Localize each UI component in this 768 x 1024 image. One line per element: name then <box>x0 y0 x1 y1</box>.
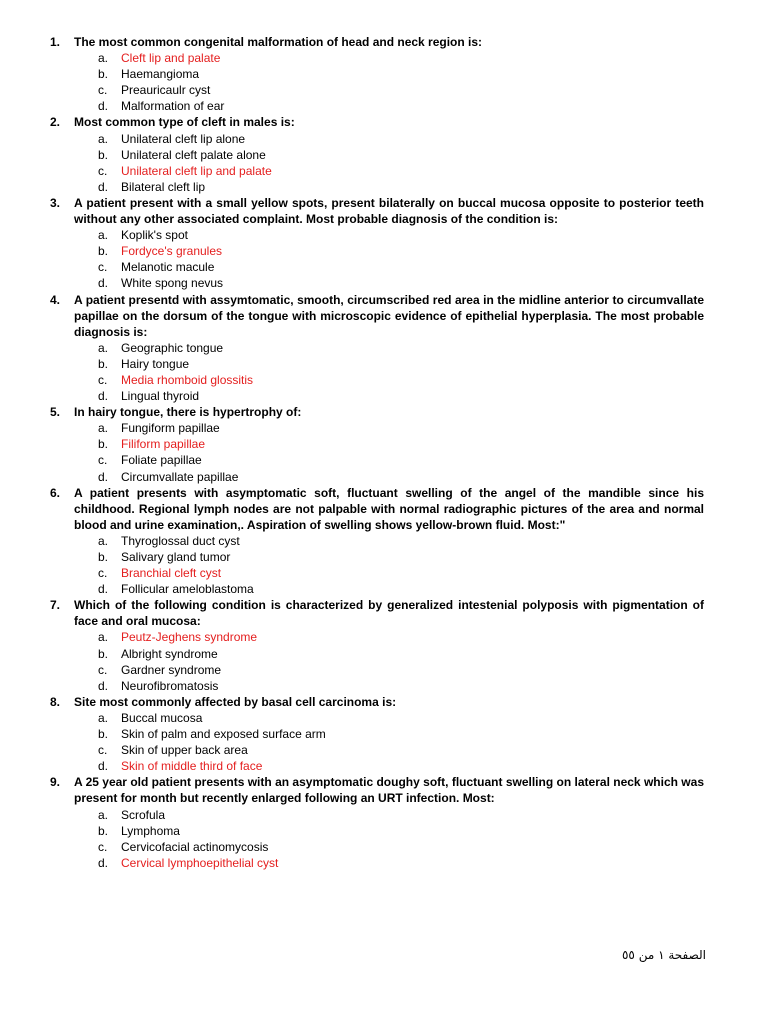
option-letter: b. <box>98 147 109 162</box>
option-letter: b. <box>98 244 109 259</box>
answer-option <box>0 581 768 597</box>
option-letter: d. <box>98 389 109 404</box>
option-letter: b. <box>98 823 109 838</box>
option-text: Skin of middle third of face <box>121 759 263 774</box>
option-text: Fordyce's granules <box>121 244 223 259</box>
question-number: 3. <box>50 195 61 210</box>
option-text: Buccal mucosa <box>121 710 203 725</box>
question-6 <box>0 485 768 598</box>
answer-options <box>0 340 768 404</box>
option-text: Albright syndrome <box>121 646 218 661</box>
option-letter: c. <box>98 260 108 275</box>
option-text: Unilateral cleft lip and palate <box>121 163 272 178</box>
question-text: A patient presents with asymptomatic soft, fluctuant swelling of the angel of the mandible since his childhood. Regional lymph nodes are not palpable with normal radiographic pictures of the area and normal blood and urine examination,. Aspiration of swelling shows yellow-brown fluid. Most:" <box>74 485 704 532</box>
option-letter: a. <box>98 340 109 355</box>
option-letter: d. <box>98 276 109 291</box>
question-text: The most common congenital malformation of head and neck region is: <box>74 35 483 49</box>
option-letter: d. <box>98 469 109 484</box>
option-text: Skin of upper back area <box>121 743 248 758</box>
option-text: Lymphoma <box>121 823 180 838</box>
answer-option-correct <box>0 855 768 871</box>
answer-option-correct <box>0 629 768 645</box>
option-letter: b. <box>98 437 109 452</box>
option-letter: b. <box>98 550 109 564</box>
answer-option <box>0 549 768 565</box>
option-text: Geographic tongue <box>121 340 224 355</box>
option-letter: c. <box>98 839 108 854</box>
question-number: 4. <box>50 292 61 307</box>
option-text: Circumvallate papillae <box>121 469 239 484</box>
option-letter: b. <box>98 646 109 661</box>
answer-options <box>0 533 768 597</box>
option-text: Follicular ameloblastoma <box>121 582 254 597</box>
option-text: Foliate papillae <box>121 453 202 468</box>
option-text: Scrofula <box>121 807 166 822</box>
answer-option-correct <box>0 243 768 259</box>
question-4 <box>0 292 768 405</box>
answer-option <box>0 340 768 356</box>
option-letter: c. <box>98 743 108 758</box>
question-7 <box>0 597 768 694</box>
question-text: Site most commonly affected by basal cell carcinoma is: <box>74 694 397 709</box>
question-number: 1. <box>50 35 61 49</box>
option-letter: d. <box>98 855 109 870</box>
option-letter: a. <box>98 51 109 66</box>
option-text: Unilateral cleft lip alone <box>121 131 246 146</box>
option-text: Thyroglossal duct cyst <box>121 533 240 548</box>
question-number: 2. <box>50 115 61 130</box>
option-text: Salivary gland tumor <box>121 550 231 564</box>
question-number: 6. <box>50 485 61 500</box>
option-text: Fungiform papillae <box>121 421 220 436</box>
answer-option <box>0 147 768 163</box>
answer-options <box>0 50 768 114</box>
answer-option <box>0 533 768 549</box>
option-letter: c. <box>98 566 108 581</box>
question-8 <box>0 694 768 774</box>
answer-option <box>0 742 768 758</box>
answer-option <box>0 469 768 485</box>
question-number: 5. <box>50 405 61 420</box>
question-number: 8. <box>50 694 61 709</box>
question-9 <box>0 774 768 871</box>
answer-option-correct <box>0 436 768 452</box>
answer-option <box>0 678 768 694</box>
option-text: Media rhomboid glossitis <box>121 372 254 387</box>
answer-option <box>0 66 768 82</box>
answer-option <box>0 726 768 742</box>
question-text: A patient presentd with assymtomatic, smooth, circumscribed red area in the midline anterior to circumvallate papillae on the dorsum of the tongue with microscopic evidence of epithelial hyperplasia. The most probable diagnosis is: <box>74 292 704 339</box>
question-list <box>0 34 768 871</box>
option-text: Malformation of ear <box>121 99 225 114</box>
answer-option <box>0 839 768 855</box>
answer-options <box>0 710 768 774</box>
answer-option-correct <box>0 758 768 774</box>
option-text: Skin of palm and exposed surface arm <box>121 727 326 742</box>
option-text: Filiform papillae <box>121 437 206 452</box>
option-text: Neurofibromatosis <box>121 678 219 693</box>
answer-option <box>0 388 768 404</box>
option-letter: c. <box>98 372 108 387</box>
answer-option-correct <box>0 372 768 388</box>
option-text: Branchial cleft cyst <box>121 566 222 581</box>
question-3 <box>0 195 768 292</box>
option-text: Cleft lip and palate <box>121 51 221 66</box>
option-text: Gardner syndrome <box>121 662 222 677</box>
option-text: Hairy tongue <box>121 356 190 371</box>
option-letter: a. <box>98 131 109 146</box>
option-text: Cervical lymphoepithelial cyst <box>121 855 279 870</box>
option-text: Bilateral cleft lip <box>121 179 206 194</box>
option-letter: c. <box>98 83 108 98</box>
option-letter: b. <box>98 356 109 371</box>
question-text: Which of the following condition is characterized by generalized intestenial polyposis with pigmentation of face and oral mucosa: <box>74 598 704 629</box>
question-number: 7. <box>50 598 61 613</box>
option-text: Peutz-Jeghens syndrome <box>121 630 258 645</box>
option-letter: c. <box>98 662 108 677</box>
answer-option <box>0 356 768 372</box>
answer-option <box>0 452 768 468</box>
answer-option <box>0 82 768 98</box>
answer-options <box>0 227 768 291</box>
option-letter: c. <box>98 453 108 468</box>
question-text: A patient present with a small yellow spots, present bilaterally on buccal mucosa opposite to posterior teeth without any other associated complaint. Most probable diagnosis of the condition is: <box>74 195 704 227</box>
answer-option <box>0 275 768 291</box>
option-letter: a. <box>98 710 109 725</box>
answer-option <box>0 710 768 726</box>
option-letter: d. <box>98 759 109 774</box>
answer-option <box>0 807 768 823</box>
option-letter: a. <box>98 421 109 436</box>
answer-option <box>0 662 768 678</box>
answer-option <box>0 823 768 839</box>
option-letter: d. <box>98 179 109 194</box>
option-text: Haemangioma <box>121 67 200 82</box>
option-letter: a. <box>98 533 109 548</box>
answer-options <box>0 420 768 484</box>
option-letter: d. <box>98 678 109 693</box>
page-number-footer: الصفحة ١ من ٥٥ <box>621 948 706 962</box>
option-letter: a. <box>98 807 109 822</box>
answer-option <box>0 259 768 275</box>
option-letter: a. <box>98 228 109 243</box>
option-text: Lingual thyroid <box>121 389 200 404</box>
answer-option-correct <box>0 163 768 179</box>
option-letter: a. <box>98 630 109 645</box>
question-text: In hairy tongue, there is hypertrophy of: <box>74 405 302 420</box>
question-text: Most common type of cleft in males is: <box>74 115 295 130</box>
answer-option <box>0 420 768 436</box>
answer-option <box>0 646 768 662</box>
option-text: Cervicofacial actinomycosis <box>121 839 269 854</box>
option-letter: d. <box>98 99 109 114</box>
option-text: Unilateral cleft palate alone <box>121 147 266 162</box>
option-letter: b. <box>98 67 109 82</box>
question-1 <box>0 34 768 114</box>
question-number: 9. <box>50 775 61 790</box>
option-text: Koplik's spot <box>121 228 188 243</box>
answer-option-correct <box>0 565 768 581</box>
option-text: Preauricaulr cyst <box>121 83 211 98</box>
question-text: A 25 year old patient presents with an asymptomatic doughy soft, fluctuant swelling on lateral neck which was present for month but recently enlarged following an URT infection. Most: <box>74 775 704 806</box>
question-2 <box>0 114 768 194</box>
answer-option <box>0 131 768 147</box>
option-letter: c. <box>98 163 108 178</box>
answer-option <box>0 179 768 195</box>
option-text: Melanotic macule <box>121 260 215 275</box>
answer-option <box>0 98 768 114</box>
answer-options <box>0 629 768 693</box>
answer-option-correct <box>0 50 768 66</box>
answer-option <box>0 227 768 243</box>
answer-options <box>0 131 768 195</box>
question-5 <box>0 404 768 484</box>
option-letter: b. <box>98 727 109 742</box>
answer-options <box>0 807 768 871</box>
option-text: White spong nevus <box>121 276 224 291</box>
option-letter: d. <box>98 582 109 597</box>
